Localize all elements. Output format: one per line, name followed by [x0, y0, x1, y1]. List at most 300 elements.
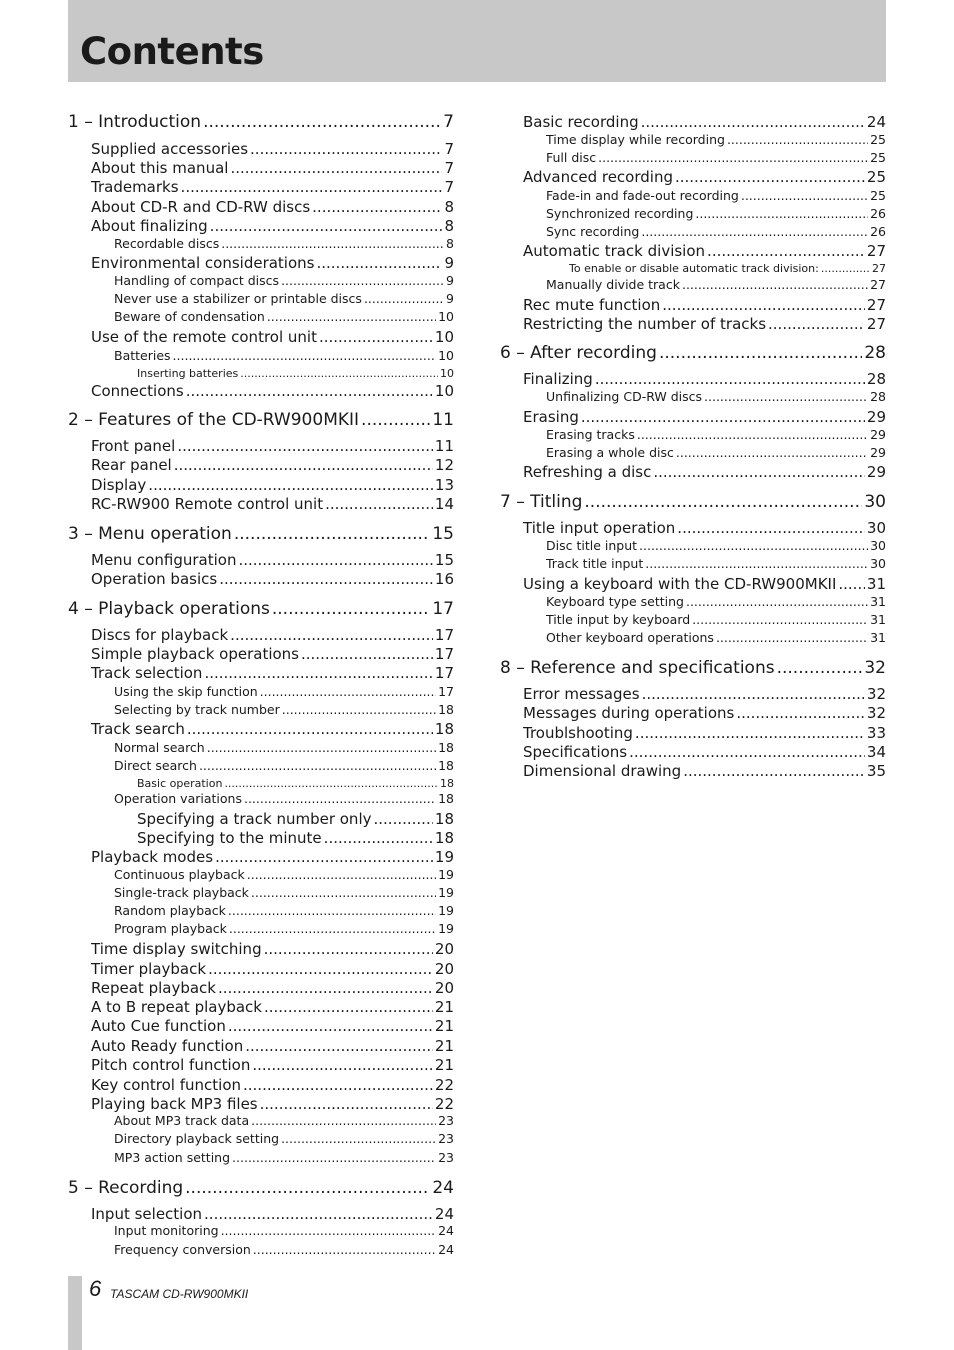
toc-entry-page: 29	[866, 408, 886, 426]
toc-leader-dots	[218, 979, 433, 997]
toc-entry[interactable]	[546, 612, 886, 627]
toc-entry[interactable]	[500, 343, 886, 363]
toc-leader-dots	[821, 262, 870, 275]
toc-entry-title: About this manual	[91, 159, 229, 177]
toc-entry[interactable]	[523, 519, 886, 537]
toc-entry-page: 7	[444, 140, 454, 158]
toc-leader-dots	[210, 217, 443, 235]
toc-entry-page: 25	[870, 150, 886, 165]
toc-entry-title: 8 – Reference and specifications	[500, 658, 775, 678]
toc-leader-dots	[635, 724, 865, 742]
toc-leader-dots	[361, 410, 430, 430]
toc-entry[interactable]	[91, 979, 454, 997]
toc-entry-page: 19	[438, 885, 454, 900]
toc-entry-page: 23	[438, 1113, 454, 1128]
toc-leader-dots	[364, 291, 444, 306]
toc-entry[interactable]	[114, 291, 454, 306]
toc-entry-title: Track selection	[91, 664, 203, 682]
toc-leader-dots	[253, 1242, 436, 1257]
toc-entry[interactable]	[114, 867, 454, 882]
toc-entry-page: 10	[438, 348, 454, 363]
toc-entry[interactable]	[114, 885, 454, 900]
toc-leader-dots	[208, 960, 433, 978]
toc-entry[interactable]	[114, 740, 454, 755]
toc-entry-page: 14	[434, 495, 454, 513]
toc-entry[interactable]	[91, 1095, 454, 1113]
toc-entry-page: 32	[866, 704, 886, 722]
toc-entry[interactable]	[114, 236, 454, 251]
toc-entry-title: Troublshooting	[523, 724, 633, 742]
toc-entry[interactable]	[523, 315, 886, 333]
toc-leader-dots	[221, 1223, 437, 1238]
toc-entry[interactable]	[523, 242, 886, 260]
toc-leader-dots	[281, 273, 444, 288]
toc-entry-title: Sync recording	[546, 224, 640, 239]
toc-leader-dots	[260, 1095, 433, 1113]
toc-entry-page: 11	[432, 410, 454, 430]
toc-entry-title: Fade-in and fade-out recording	[546, 188, 739, 203]
toc-leader-dots	[148, 476, 433, 494]
toc-entry-title: Auto Ready function	[91, 1037, 244, 1055]
toc-entry[interactable]	[523, 296, 886, 314]
toc-entry[interactable]	[91, 476, 454, 494]
toc-entry-title: Erasing	[523, 408, 579, 426]
toc-entry-title: 4 – Playback operations	[68, 599, 270, 619]
toc-entry-page: 30	[864, 492, 886, 512]
toc-leader-dots	[234, 524, 431, 544]
toc-leader-dots	[716, 630, 868, 645]
toc-entry-title: Dimensional drawing	[523, 762, 682, 780]
toc-entry[interactable]	[546, 277, 886, 292]
toc-entry[interactable]	[91, 1017, 454, 1035]
toc-entry-page: 28	[866, 370, 886, 388]
toc-entry[interactable]	[114, 791, 454, 806]
toc-entry-page: 24	[438, 1242, 454, 1257]
toc-leader-dots	[230, 626, 433, 644]
toc-leader-dots	[187, 720, 433, 738]
toc-entry-page: 10	[434, 328, 454, 346]
toc-entry-title: About MP3 track data	[114, 1113, 250, 1128]
toc-leader-dots	[704, 389, 868, 404]
toc-entry[interactable]	[114, 684, 454, 699]
toc-entry-page: 18	[434, 720, 454, 738]
toc-entry-page: 21	[434, 1037, 454, 1055]
toc-entry[interactable]	[569, 262, 886, 275]
toc-entry-title: Specifications	[523, 743, 628, 761]
toc-entry-page: 32	[864, 658, 886, 678]
toc-leader-dots	[219, 570, 433, 588]
toc-entry-title: Timer playback	[91, 960, 207, 978]
toc-entry[interactable]	[546, 594, 886, 609]
toc-entry-page: 20	[434, 979, 454, 997]
toc-entry[interactable]	[523, 685, 886, 703]
toc-entry-title: 7 – Titling	[500, 492, 583, 512]
toc-entry-title: Full disc	[546, 150, 597, 165]
toc-entry-title: A to B repeat playback	[91, 998, 262, 1016]
toc-entry[interactable]	[546, 150, 886, 165]
toc-leader-dots	[695, 206, 868, 221]
toc-entry-title: Finalizing	[523, 370, 593, 388]
toc-leader-dots	[324, 829, 433, 847]
toc-entry-title: Operation basics	[91, 570, 218, 588]
toc-entry[interactable]	[114, 1150, 454, 1165]
toc-entry[interactable]	[523, 113, 886, 131]
toc-leader-dots	[247, 867, 436, 882]
toc-entry-page: 17	[438, 684, 454, 699]
toc-entry[interactable]	[523, 575, 886, 593]
toc-entry[interactable]	[114, 903, 454, 918]
toc-entry-page: 24	[434, 1205, 454, 1223]
toc-entry-title: To enable or disable automatic track division:	[569, 262, 819, 275]
toc-entry-title: Operation variations	[114, 791, 242, 806]
toc-entry[interactable]	[91, 495, 454, 513]
toc-entry[interactable]	[546, 206, 886, 221]
toc-entry[interactable]	[68, 1178, 454, 1198]
toc-entry-title: Inserting batteries	[137, 367, 239, 380]
toc-leader-dots	[653, 463, 865, 481]
toc-leader-dots	[177, 437, 433, 455]
toc-entry-title: Connections	[91, 382, 184, 400]
toc-entry-page: 31	[866, 575, 886, 593]
toc-entry-title: 3 – Menu operation	[68, 524, 232, 544]
toc-leader-dots	[645, 556, 868, 571]
toc-entry-title: Pitch control function	[91, 1056, 251, 1074]
toc-leader-dots	[240, 367, 438, 380]
toc-entry-title: Key control function	[91, 1076, 241, 1094]
toc-entry-page: 23	[438, 1150, 454, 1165]
toc-entry-page: 22	[434, 1076, 454, 1094]
toc-entry[interactable]	[91, 940, 454, 958]
toc-entry[interactable]	[91, 848, 454, 866]
toc-entry-title: Normal search	[114, 740, 205, 755]
toc-leader-dots	[683, 762, 865, 780]
toc-entry[interactable]	[68, 524, 454, 544]
toc-entry-title: Frequency conversion	[114, 1242, 251, 1257]
toc-entry[interactable]	[500, 492, 886, 512]
toc-entry-page: 29	[870, 445, 886, 460]
toc-entry[interactable]	[523, 743, 886, 761]
toc-leader-dots	[267, 309, 436, 324]
toc-leader-dots	[675, 168, 865, 186]
toc-entry-title: Recordable discs	[114, 236, 220, 251]
toc-entry[interactable]	[91, 456, 454, 474]
toc-entry-title: Unfinalizing CD-RW discs	[546, 389, 703, 404]
toc-entry-page: 35	[866, 762, 886, 780]
toc-entry-title: Rec mute function	[523, 296, 661, 314]
toc-leader-dots	[301, 645, 433, 663]
toc-leader-dots	[230, 159, 442, 177]
toc-entry[interactable]	[114, 309, 454, 324]
toc-entry-title: Title input operation	[523, 519, 676, 537]
toc-entry[interactable]	[523, 463, 886, 481]
toc-entry[interactable]	[91, 626, 454, 644]
toc-entry-title: Other keyboard operations	[546, 630, 714, 645]
toc-entry-title: Messages during operations	[523, 704, 735, 722]
toc-entry[interactable]	[91, 1205, 454, 1223]
toc-entry-title: Direct search	[114, 758, 197, 773]
toc-entry-title: MP3 action setting	[114, 1150, 231, 1165]
toc-entry[interactable]	[137, 829, 454, 847]
toc-entry[interactable]	[523, 724, 886, 742]
toc-leader-dots	[174, 456, 433, 474]
toc-entry[interactable]	[546, 538, 886, 553]
toc-entry-page: 17	[434, 645, 454, 663]
toc-entry-page: 23	[438, 1131, 454, 1146]
toc-entry[interactable]	[91, 551, 454, 569]
toc-entry-title: Restricting the number of tracks	[523, 315, 767, 333]
toc-entry-title: Environmental considerations	[91, 254, 315, 272]
toc-leader-dots	[584, 492, 862, 512]
toc-entry[interactable]	[137, 777, 454, 790]
toc-entry-page: 25	[866, 168, 886, 186]
toc-leader-dots	[838, 575, 865, 593]
toc-leader-dots	[736, 704, 865, 722]
toc-entry-title: Disc title input	[546, 538, 638, 553]
toc-entry[interactable]	[91, 664, 454, 682]
toc-entry-page: 30	[866, 519, 886, 537]
toc-entry[interactable]	[546, 188, 886, 203]
toc-entry-title: 5 – Recording	[68, 1178, 184, 1198]
toc-entry-title: 2 – Features of the CD-RW900MKII	[68, 410, 360, 430]
toc-entry-title: Specifying to the minute	[137, 829, 322, 847]
toc-entry[interactable]	[91, 254, 454, 272]
toc-leader-dots	[204, 664, 432, 682]
toc-entry-title: Simple playback operations	[91, 645, 299, 663]
toc-entry[interactable]	[523, 168, 886, 186]
toc-entry-title: Basic operation	[137, 777, 223, 790]
toc-entry-title: Single-track playback	[114, 885, 249, 900]
toc-entry[interactable]	[114, 1242, 454, 1257]
toc-leader-dots	[312, 198, 442, 216]
footer-page-number: 6	[89, 1276, 102, 1301]
toc-entry-page: 9	[444, 254, 454, 272]
toc-entry-title: 6 – After recording	[500, 343, 657, 363]
toc-entry[interactable]	[91, 217, 454, 235]
toc-entry-title: Trademarks	[91, 178, 179, 196]
toc-entry-page: 20	[434, 960, 454, 978]
toc-entry[interactable]	[114, 1131, 454, 1146]
toc-entry-title: Track search	[91, 720, 185, 738]
toc-entry[interactable]	[91, 198, 454, 216]
toc-entry-page: 8	[444, 217, 454, 235]
toc-entry-title: Supplied accessories	[91, 140, 249, 158]
toc-entry[interactable]	[114, 348, 454, 363]
toc-entry-page: 28	[870, 389, 886, 404]
toc-entry-title: Playing back MP3 files	[91, 1095, 258, 1113]
toc-entry-page: 7	[444, 159, 454, 177]
toc-entry-page: 10	[440, 367, 454, 380]
toc-entry[interactable]	[114, 921, 454, 936]
toc-entry-title: Handling of compact discs	[114, 273, 280, 288]
toc-entry[interactable]	[546, 132, 886, 147]
toc-leader-dots	[639, 538, 868, 553]
toc-leader-dots	[659, 343, 862, 363]
toc-entry-title: Input selection	[91, 1205, 203, 1223]
toc-entry-title: Use of the remote control unit	[91, 328, 317, 346]
toc-entry[interactable]	[68, 410, 454, 430]
toc-entry[interactable]	[523, 762, 886, 780]
toc-entry-page: 18	[440, 777, 454, 790]
toc-entry-page: 34	[866, 743, 886, 761]
toc-entry[interactable]	[91, 720, 454, 738]
toc-entry-title: Refreshing a disc	[523, 463, 652, 481]
toc-entry-title: Automatic track division	[523, 242, 706, 260]
toc-entry[interactable]	[91, 960, 454, 978]
toc-entry[interactable]	[91, 1076, 454, 1094]
toc-entry-title: Using a keyboard with the CD-RW900MKII	[523, 575, 837, 593]
toc-entry-page: 15	[432, 524, 454, 544]
toc-entry-title: Continuous playback	[114, 867, 245, 882]
toc-leader-dots	[251, 1113, 436, 1128]
toc-entry[interactable]	[114, 273, 454, 288]
toc-entry-page: 8	[446, 236, 454, 251]
toc-entry-title: Selecting by track number	[114, 702, 280, 717]
toc-entry[interactable]	[91, 178, 454, 196]
toc-entry-title: Beware of condensation	[114, 309, 265, 324]
toc-leader-dots	[768, 315, 865, 333]
toc-entry-page: 27	[866, 242, 886, 260]
toc-entry-title: Erasing tracks	[546, 427, 635, 442]
toc-entry-page: 9	[446, 273, 454, 288]
toc-entry-title: Never use a stabilizer or printable discs	[114, 291, 362, 306]
toc-entry[interactable]	[91, 998, 454, 1016]
toc-leader-dots	[185, 1178, 430, 1198]
toc-entry[interactable]	[91, 328, 454, 346]
toc-column-right	[500, 0, 886, 1300]
page-title: Contents	[80, 30, 264, 73]
toc-entry-title: Time display switching	[91, 940, 262, 958]
toc-entry-title: Directory playback setting	[114, 1131, 280, 1146]
toc-entry-page: 26	[870, 206, 886, 221]
toc-entry-title: Time display while recording	[546, 132, 725, 147]
toc-entry[interactable]	[114, 702, 454, 717]
toc-leader-dots	[581, 408, 865, 426]
toc-entry-title: Erasing a whole disc	[546, 445, 674, 460]
toc-entry[interactable]	[91, 645, 454, 663]
toc-entry[interactable]	[91, 570, 454, 588]
toc-entry-page: 29	[870, 427, 886, 442]
toc-entry-page: 10	[434, 382, 454, 400]
toc-entry-page: 28	[864, 343, 886, 363]
toc-entry-title: Track title input	[546, 556, 644, 571]
toc-leader-dots	[741, 188, 868, 203]
toc-entry[interactable]	[546, 224, 886, 239]
toc-entry-title: Random playback	[114, 903, 226, 918]
toc-entry-page: 30	[870, 538, 886, 553]
toc-leader-dots	[637, 427, 868, 442]
toc-entry-page: 27	[866, 296, 886, 314]
toc-entry[interactable]	[114, 1223, 454, 1238]
toc-entry-title: Input monitoring	[114, 1223, 219, 1238]
toc-entry-page: 27	[866, 315, 886, 333]
toc-leader-dots	[264, 998, 433, 1016]
toc-entry-title: Using the skip function	[114, 684, 258, 699]
toc-leader-dots	[204, 1205, 433, 1223]
toc-entry-title: Specifying a track number only	[137, 810, 372, 828]
toc-entry-page: 19	[438, 921, 454, 936]
toc-entry[interactable]	[114, 1113, 454, 1128]
toc-leader-dots	[598, 150, 868, 165]
toc-entry[interactable]	[500, 658, 886, 678]
toc-entry[interactable]	[523, 704, 886, 722]
toc-entry[interactable]	[137, 367, 454, 380]
toc-entry-page: 33	[866, 724, 886, 742]
toc-leader-dots	[595, 370, 865, 388]
toc-leader-dots	[251, 885, 436, 900]
toc-entry-title: Synchronized recording	[546, 206, 694, 221]
toc-entry-title: Batteries	[114, 348, 171, 363]
toc-entry-page: 10	[438, 309, 454, 324]
toc-entry-page: 22	[434, 1095, 454, 1113]
toc-entry-title: Repeat playback	[91, 979, 216, 997]
toc-entry[interactable]	[91, 140, 454, 158]
toc-leader-dots	[727, 132, 868, 147]
toc-entry-title: Program playback	[114, 921, 227, 936]
toc-entry-page: 19	[434, 848, 454, 866]
toc-entry-page: 24	[866, 113, 886, 131]
toc-leader-dots	[374, 810, 433, 828]
toc-leader-dots	[325, 495, 433, 513]
toc-leader-dots	[707, 242, 865, 260]
toc-entry-page: 7	[444, 178, 454, 196]
toc-entry[interactable]	[114, 758, 454, 773]
toc-entry-page: 30	[870, 556, 886, 571]
toc-entry[interactable]	[546, 556, 886, 571]
toc-entry[interactable]	[91, 159, 454, 177]
toc-entry-page: 18	[434, 829, 454, 847]
toc-entry[interactable]	[546, 389, 886, 404]
toc-entry[interactable]	[91, 382, 454, 400]
toc-entry-title: Error messages	[523, 685, 640, 703]
toc-leader-dots	[282, 702, 436, 717]
toc-entry[interactable]	[91, 437, 454, 455]
toc-entry[interactable]	[546, 427, 886, 442]
toc-entry-title: About finalizing	[91, 217, 208, 235]
toc-entry-title: Title input by keyboard	[546, 612, 691, 627]
toc-leader-dots	[260, 684, 436, 699]
toc-entry-page: 15	[434, 551, 454, 569]
toc-leader-dots	[250, 140, 442, 158]
toc-leader-dots	[207, 740, 436, 755]
toc-entry[interactable]	[546, 445, 886, 460]
toc-entry-page: 26	[870, 224, 886, 239]
toc-entry-title: Discs for playback	[91, 626, 229, 644]
toc-entry-page: 17	[434, 626, 454, 644]
toc-entry[interactable]	[91, 1037, 454, 1055]
toc-leader-dots	[682, 277, 868, 292]
toc-entry-page: 21	[434, 998, 454, 1016]
toc-leader-dots	[692, 612, 868, 627]
toc-entry-page: 31	[870, 612, 886, 627]
toc-entry[interactable]	[68, 599, 454, 619]
toc-leader-dots	[181, 178, 443, 196]
toc-entry[interactable]	[523, 370, 886, 388]
toc-entry-page: 27	[870, 277, 886, 292]
toc-entry-page: 19	[438, 903, 454, 918]
toc-entry[interactable]	[68, 112, 454, 132]
toc-entry-page: 31	[870, 630, 886, 645]
toc-entry[interactable]	[91, 1056, 454, 1074]
toc-leader-dots	[676, 445, 868, 460]
toc-entry-page: 9	[446, 291, 454, 306]
toc-column-left	[68, 0, 454, 1300]
toc-entry[interactable]	[523, 408, 886, 426]
toc-entry[interactable]	[546, 630, 886, 645]
toc-entry-title: RC-RW900 Remote control unit	[91, 495, 324, 513]
toc-leader-dots	[229, 921, 436, 936]
toc-entry-page: 18	[438, 791, 454, 806]
toc-entry[interactable]	[137, 810, 454, 828]
